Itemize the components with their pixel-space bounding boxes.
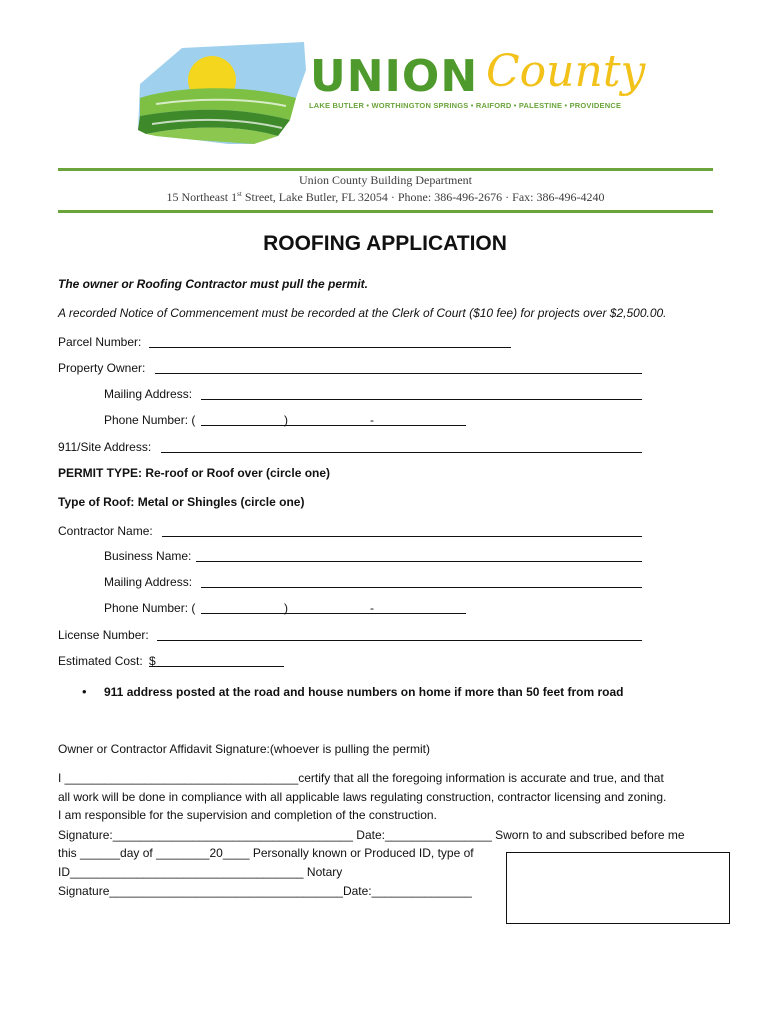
form-title: ROOFING APPLICATION	[263, 232, 507, 255]
site-address-label: 911/Site Address:	[58, 440, 152, 454]
contractor-name-field[interactable]	[162, 536, 642, 537]
logo-name-union: UNION	[310, 51, 479, 102]
owner-phone-paren: )	[284, 413, 288, 427]
contractor-phone-paren: )	[284, 601, 288, 615]
business-name-label: Business Name:	[104, 549, 192, 563]
affidavit-line-2: all work will be done in compliance with all applicable laws regulating construction, contractor licensing and zoning.	[58, 790, 667, 804]
permit-subtitle: The owner or Roofing Contractor must pull the permit.	[58, 277, 369, 291]
header-top-rule	[58, 168, 713, 171]
estimated-cost-label: Estimated Cost:	[58, 654, 143, 668]
owner-mailing-address-label: Mailing Address:	[104, 387, 193, 401]
department-name: Union County Building Department	[299, 173, 472, 187]
affidavit-day-line[interactable]: this ______day of ________20____ Personally known or Produced ID, type of	[58, 846, 474, 860]
logo-name-county: County	[486, 46, 646, 97]
owner-mailing-address-field[interactable]	[201, 399, 642, 400]
business-name-field[interactable]	[196, 561, 642, 562]
property-owner-label: Property Owner:	[58, 361, 146, 375]
affidavit-line-3: I am responsible for the supervision and completion of the construction.	[58, 808, 437, 822]
address-posting-requirement: 911 address posted at the road and house numbers on home if more than 50 feet from road	[104, 685, 624, 699]
notary-seal-box	[506, 852, 730, 924]
owner-phone-label: Phone Number: (	[104, 413, 196, 427]
site-address-field[interactable]	[161, 452, 642, 453]
department-address: 15 Northeast 1st Street, Lake Butler, FL 32054 · Phone: 386-496-2676 · Fax: 386-496-4240	[166, 190, 605, 204]
bullet-dot: •	[82, 684, 87, 699]
owner-phone-field[interactable]	[201, 425, 466, 426]
roof-type-line[interactable]: Type of Roof: Metal or Shingles (circle one)	[58, 495, 305, 509]
property-owner-field[interactable]	[155, 373, 642, 374]
estimated-cost-symbol: $	[149, 654, 156, 668]
contractor-mailing-address-field[interactable]	[201, 587, 642, 588]
owner-phone-dash: -	[370, 413, 374, 427]
contractor-phone-label: Phone Number: (	[104, 601, 196, 615]
estimated-cost-field[interactable]	[149, 666, 284, 667]
permit-type-line[interactable]: PERMIT TYPE: Re-roof or Roof over (circle one)	[58, 466, 331, 480]
parcel-number-field[interactable]	[149, 347, 511, 348]
commencement-notice: A recorded Notice of Commencement must be recorded at the Clerk of Court ($10 fee) for projects over $2,500.00.	[58, 306, 667, 320]
affidavit-heading: Owner or Contractor Affidavit Signature:(whoever is pulling the permit)	[58, 742, 430, 756]
contractor-phone-field[interactable]	[201, 613, 466, 614]
license-number-label: License Number:	[58, 628, 149, 642]
affidavit-signature-line[interactable]: Signature:____________________________________ Date:________________ Sworn to and subscribed before me	[58, 828, 685, 842]
license-number-field[interactable]	[157, 640, 642, 641]
contractor-mailing-address-label: Mailing Address:	[104, 575, 193, 589]
logo-towns-list: LAKE BUTLER • WORTHINGTON SPRINGS • RAIFORD • PALESTINE • PROVIDENCE	[309, 101, 622, 110]
affidavit-id-line[interactable]: ID___________________________________ Notary	[58, 865, 343, 879]
header-bottom-rule	[58, 210, 713, 213]
contractor-phone-dash: -	[370, 601, 374, 615]
notary-signature-line[interactable]: Signature___________________________________Date:_______________	[58, 884, 472, 898]
parcel-number-label: Parcel Number:	[58, 335, 142, 349]
affidavit-line-1: I ___________________________________certify that all the foregoing information is accurate and true, and that	[58, 771, 664, 785]
contractor-name-label: Contractor Name:	[58, 524, 153, 538]
